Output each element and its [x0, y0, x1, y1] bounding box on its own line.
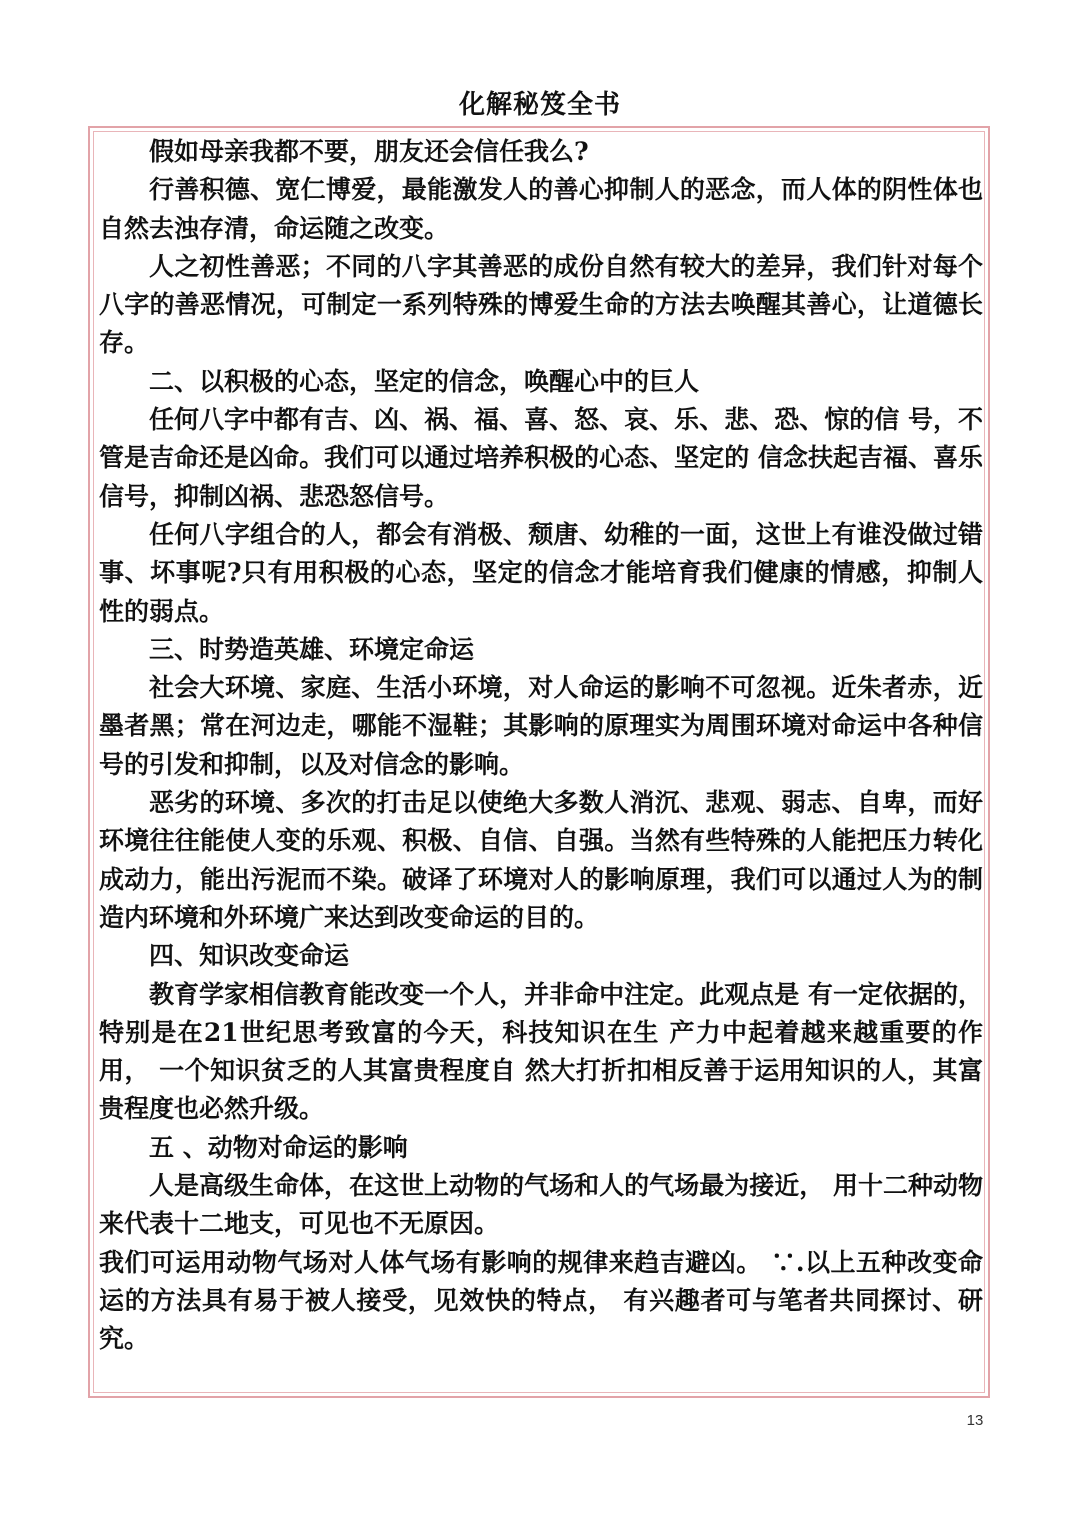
- body-text: [99, 133, 983, 1359]
- section-heading: 五 、动物对命运的影响: [149, 1132, 408, 1162]
- paragraph: 我们可运用动物气场对人体气场有影响的规律来趋吉避凶。 ∵.以上五种改变命运的方法具有易于被人接受，见效快的特点， 有兴趣者可与笔者共同探讨、研究。: [99, 1247, 983, 1354]
- paragraph: 教育学家相信教育能改变一个人，并非命中注定。此观点是 有一定依据的，特别是在21世纪思考致富的今天，科技知识在生 产力中起着越来越重要的作用， 一个知识贫乏的人其富贵程度自 然大打折扣相反善于运用知识的人，其富贵程度也必然升级。: [99, 979, 983, 1124]
- paragraph: 人之初性善恶；不同的八字其善恶的成份自然有较大的差异，我们针对每个八字的善恶情况，可制定一系列特殊的博爱生命的方法去唤醒其善心，让道德长存。: [99, 251, 983, 358]
- paragraph: 假如母亲我都不要，朋友还会信任我么?: [149, 137, 589, 166]
- paragraph: 任何八字中都有吉、凶、祸、福、喜、怒、哀、乐、悲、恐、惊的信 号，不管是吉命还是凶命。我们可以通过培养积极的心态、坚定的 信念扶起吉福、喜乐信号，抑制凶祸、悲恐怒信号。: [99, 405, 983, 511]
- page-title: 化解秘笈全书: [458, 90, 621, 120]
- page-number: 13: [966, 1412, 984, 1429]
- paragraph: 人是高级生命体，在这世上动物的气场和人的气场最为接近， 用十二种动物来代表十二地支，可见也不无原因。: [99, 1171, 983, 1239]
- section-heading: 二、以积极的心态，坚定的信念，唤醒心中的巨人: [149, 366, 700, 396]
- paragraph: 行善积德、宽仁博爱，最能激发人的善心抑制人的恶念，而人体的阴性体也自然去浊存清，命运随之改变。: [99, 175, 983, 243]
- section-heading: 三、时势造英雄、环境定命运: [149, 634, 475, 664]
- paragraph: 任何八字组合的人，都会有消极、颓唐、幼稚的一面，这世上有谁没做过错事、坏事呢?只有用积极的心态，坚定的信念才能培育我们健康的情感，抑制人性的弱点。: [99, 519, 983, 626]
- paragraph: 恶劣的环境、多次的打击足以使绝大多数人消沉、悲观、弱志、自卑，而好环境往往能使人变的乐观、积极、自信、自强。当然有些特殊的人能把压力转化成动力，能出污泥而不染。破译了环境对人的影响原理，我们可以通过人为的制造内环境和外环境广来达到改变命运的目的。: [99, 788, 983, 932]
- section-heading: 四、知识改变命运: [149, 941, 350, 971]
- paragraph: 社会大环境、家庭、生活小环境，对人命运的影响不可忽视。近朱者赤，近墨者黑；常在河边走，哪能不湿鞋；其影响的原理实为周围环境对命运中各种信号的引发和抑制，以及对信念的影响。: [99, 673, 983, 779]
